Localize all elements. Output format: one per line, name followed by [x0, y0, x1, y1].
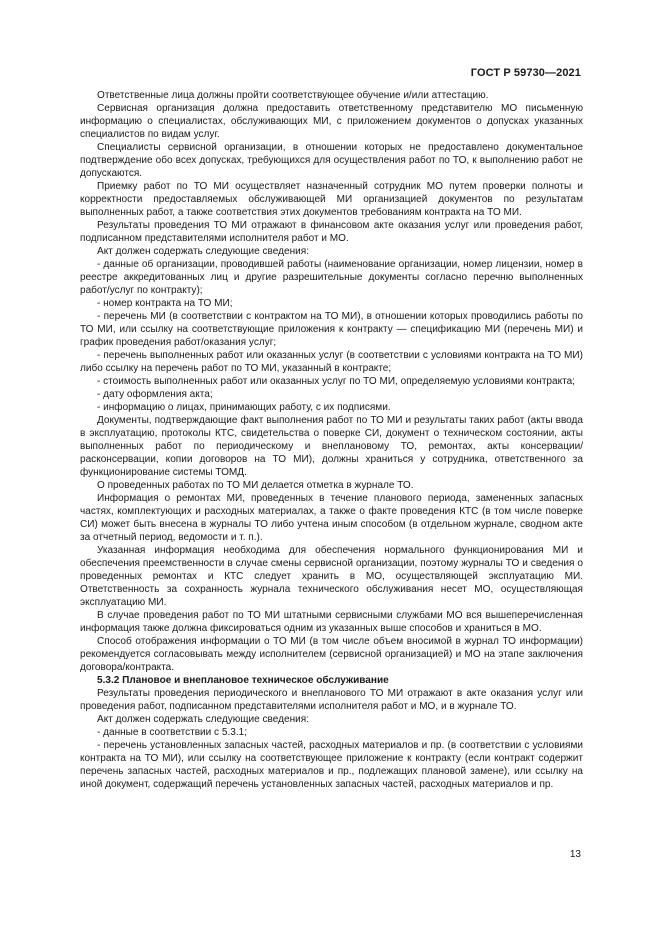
list-item: - перечень выполненных работ или оказанных услуг (в соответствии с условиями контракта на ТО МИ) либо ссылку на перечень работ по ТО МИ, указанный в контракте; [80, 350, 583, 374]
list-item: - данные об организации, проводившей работы (наименование организации, номер лицензии, номер в реестре аккредитованных лиц и другие разрешительные документы согласно перечню выполненных работ/услуг по контракту); [80, 259, 583, 296]
paragraph: Способ отображения информации о ТО МИ (в том числе объем вносимой в журнал ТО информации) рекомендуется согласовывать между исполнителем (сервисной организацией) и МО на этапе заключения договора/контракта. [80, 636, 583, 673]
paragraph: Документы, подтверждающие факт выполнения работ по ТО МИ и результаты таких работ (акты ввода в эксплуатацию, протоколы КТС, свидетельства о поверке СИ, документ о техническом состоянии, акты выполненных работ по периодическому и внеплановому ТО, ремонтах, акты консервации/расконсервации, копии договоров на ТО МИ), должны храниться у сотрудника, ответственного за функционирование системы ТОМД. [80, 415, 583, 478]
list-item: - стоимость выполненных работ или оказанных услуг по ТО МИ, определяемую условиями контракта; [97, 376, 575, 387]
paragraph: Специалисты сервисной организации, в отношении которых не предоставлено документальное подтверждение обо всех допусках, требующихся для осуществления работ по ТО, к выполнению работ не допускаются. [80, 142, 583, 179]
paragraph: Указанная информация необходима для обеспечения нормального функционирования МИ и обеспечения преемственности в случае смены сервисной организации, поэтому журналы ТО и сведения о проведенных ремонтах и КТС следует хранить в МО, осуществляющей эксплуатацию МИ. Ответственность за сохранность журнала технического обслуживания несет МО, осуществляющая эксплуатацию МИ. [80, 545, 583, 608]
list-item: - информацию о лицах, принимающих работу, с их подписями. [97, 402, 391, 413]
paragraph: Акт должен содержать следующие сведения: [97, 246, 309, 257]
paragraph: О проведенных работах по ТО МИ делается отметка в журнале ТО. [97, 480, 414, 491]
list-item: - данные в соответствии с 5.3.1; [97, 727, 248, 738]
paragraph: Приемку работ по ТО МИ осуществляет назначенный сотрудник МО путем проверки полноты и корректности предоставляемых обслуживающей МИ организацией документов по результатам выполненных работ, а также соответствия этих документов требованиям контракта на ТО МИ. [80, 181, 583, 218]
paragraph: Результаты проведения периодического и внепланового ТО МИ отражают в акте оказания услуг или проведения работ, подписанном представителями исполнителя работ и МО, и в журнале ТО. [80, 688, 583, 712]
paragraph: В случае проведения работ по ТО МИ штатными сервисными службами МО вся вышеперечисленная информация также должна фиксироваться одним из указанных выше способов и храниться в МО. [80, 610, 583, 634]
page-number: 13 [569, 849, 581, 860]
paragraph: Ответственные лица должны пройти соответствующее обучение и/или аттестацию. [97, 90, 489, 101]
document-body [80, 89, 583, 791]
paragraph: Информация о ремонтах МИ, проведенных в течение планового периода, замененных запасных частях, комплектующих и расходных материалах, а также о факте проведения КТС (в том числе поверке СИ) может быть внесена в журналы ТО либо учтена иным способом (в отдельном журнале, сводном акте за отчетный период, ведомости и т. п.). [80, 493, 583, 543]
list-item: - перечень МИ (в соответствии с контрактом на ТО МИ), в отношении которых проводились работы по ТО МИ, или ссылку на соответствующие приложения к контракту — спецификацию МИ (перечень МИ) и график проведения работ/оказания услуг; [80, 311, 583, 348]
paragraph: Сервисная организация должна предоставить ответственному представителю МО письменную информацию о специалистах, обслуживающих МИ, с приложением документов о допусках указанных специалистов по видам услуг. [80, 103, 583, 140]
document-header: ГОСТ Р 59730—2021 [470, 67, 581, 79]
list-item: - перечень установленных запасных частей, расходных материалов и пр. (в соответствии с условиями контракта на ТО МИ), или ссылку на соответствующее приложение к контракту (если контракт содержит перечень запасных частей, расходных материалов и пр., подлежащих плановой замене), или ссылку на иной документ, содержащий перечень установленных запасных частей, расходных материалов и пр. [80, 740, 583, 790]
list-item: - номер контракта на ТО МИ; [97, 298, 233, 309]
paragraph: Акт должен содержать следующие сведения: [97, 714, 309, 725]
subsection-heading: 5.3.2 Плановое и внеплановое техническое обслуживание [97, 675, 389, 686]
paragraph: Результаты проведения ТО МИ отражают в финансовом акте оказания услуг или проведения работ, подписанном представителями исполнителя работ и МО. [80, 220, 583, 244]
list-item: - дату оформления акта; [97, 389, 213, 400]
